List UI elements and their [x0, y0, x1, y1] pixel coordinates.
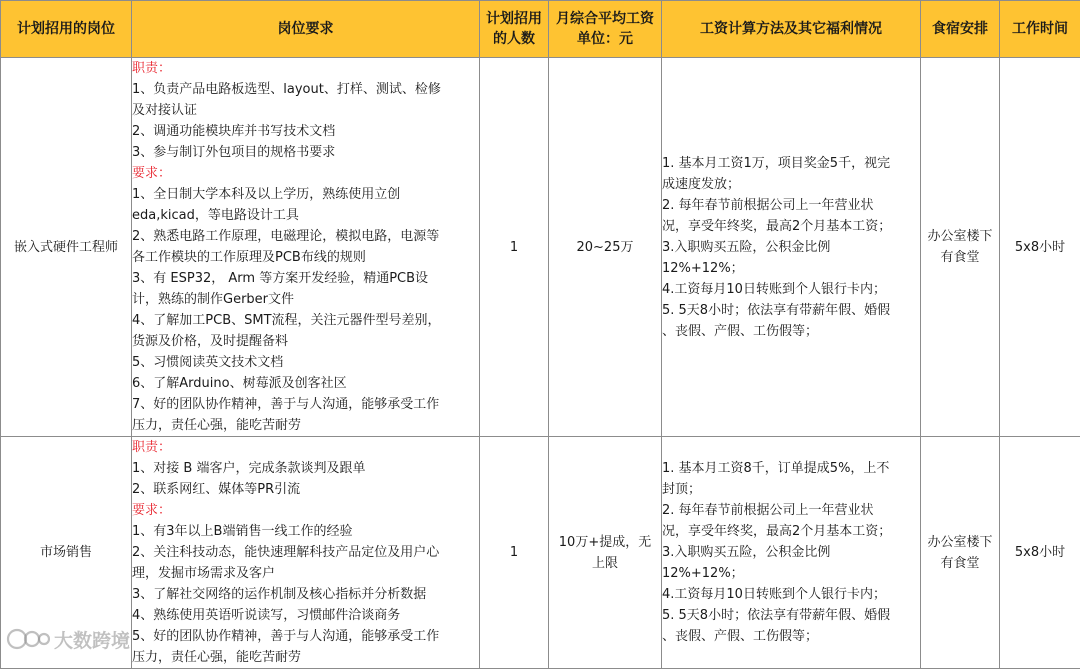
position-cell: 市场销售 — [1, 437, 132, 669]
header-position: 计划招用的岗位 — [1, 1, 132, 58]
position-cell: 嵌入式硬件工程师 — [1, 58, 132, 437]
header-salary: 月综合平均工资 单位：元 — [549, 1, 662, 58]
header-benefits: 工资计算方法及其它福利情况 — [662, 1, 921, 58]
benefits-cell: 1. 基本月工资1万，项目奖金5千，视完 成速度发放； 2. 每年春节前根据公司上一年营业状 况，享受年终奖，最高2个月基本工资； 3.入职购买五险，公积金比例 12%+12%； 4.工资每月10日转账到个人银行卡内； 5. 5天8小时；依法享有带薪年假、婚假 、丧假、产假、工伤假等； — [662, 58, 921, 437]
benefits-cell: 1. 基本月工资8千，订单提成5%，上不 封顶； 2. 每年春节前根据公司上一年营业状 况，享受年终奖，最高2个月基本工资； 3.入职购买五险，公积金比例 12%+12%； 4.工资每月10日转账到个人银行卡内； 5. 5天8小时；依法享有带薪年假、婚假 、丧假、产假、工伤假等； — [662, 437, 921, 669]
hours-cell: 5x8小时 — [1000, 58, 1080, 437]
watermark-text: 大数跨境 — [54, 626, 130, 653]
count-cell: 1 — [480, 437, 549, 669]
header-requirements: 岗位要求 — [132, 1, 480, 58]
header-count: 计划招用 的人数 — [480, 1, 549, 58]
requirements-cell: 职责： 1、对接 B 端客户，完成条款谈判及跟单 2、联系网红、媒体等PR引流 要求： 1、有3年以上B端销售一线工作的经验 2、关注科技动态，能快速理解科技产品定位及用户心 理，发掘市场需求及客户 3、了解社交网络的运作机制及核心指标并分析数据 4、熟练使用英语听说读写，习惯邮件洽谈商务 5、好的团队协作精神，善于与人沟通，能够承受工作 压力，责任心强，能吃苦耐劳 — [132, 437, 480, 669]
requirements-cell: 职责： 1、负责产品电路板选型、layout、打样、测试、检修 及对接认证 2、调通功能模块库并书写技术文档 3、参与制订外包项目的规格书要求 要求： 1、全日制大学本科及以上学历，熟练使用立创 eda,kicad，等电路设计工具 2、熟悉电路工作原理，电磁理论，模拟电路，电源等 各工作模块的工作原理及PCB布线的规则 3、有 ESP32， Arm 等方案开发经验，精通PCB设 计，熟练的制作Gerber文件 4、了解加工PCB、SMT流程，关注元器件型号差别， 货源及价格，及时提醒备料 5、习惯阅读英文技术文档 6、了解Arduino、树莓派及创客社区 7、好的团队协作精神，善于与人沟通，能够承受工作 压力，责任心强，能吃苦耐劳 — [132, 58, 480, 437]
salary-cell: 10万+提成，无 上限 — [549, 437, 662, 669]
lodging-cell: 办公室楼下 有食堂 — [921, 437, 1000, 669]
salary-cell: 20~25万 — [549, 58, 662, 437]
table-row — [1, 58, 1080, 437]
count-cell: 1 — [480, 58, 549, 437]
lodging-cell: 办公室楼下 有食堂 — [921, 58, 1000, 437]
header-row — [1, 1, 1080, 58]
table-row — [1, 437, 1080, 669]
header-hours: 工作时间 — [1000, 1, 1080, 58]
hours-cell: 5x8小时 — [1000, 437, 1080, 669]
header-lodging: 食宿安排 — [921, 1, 1000, 58]
